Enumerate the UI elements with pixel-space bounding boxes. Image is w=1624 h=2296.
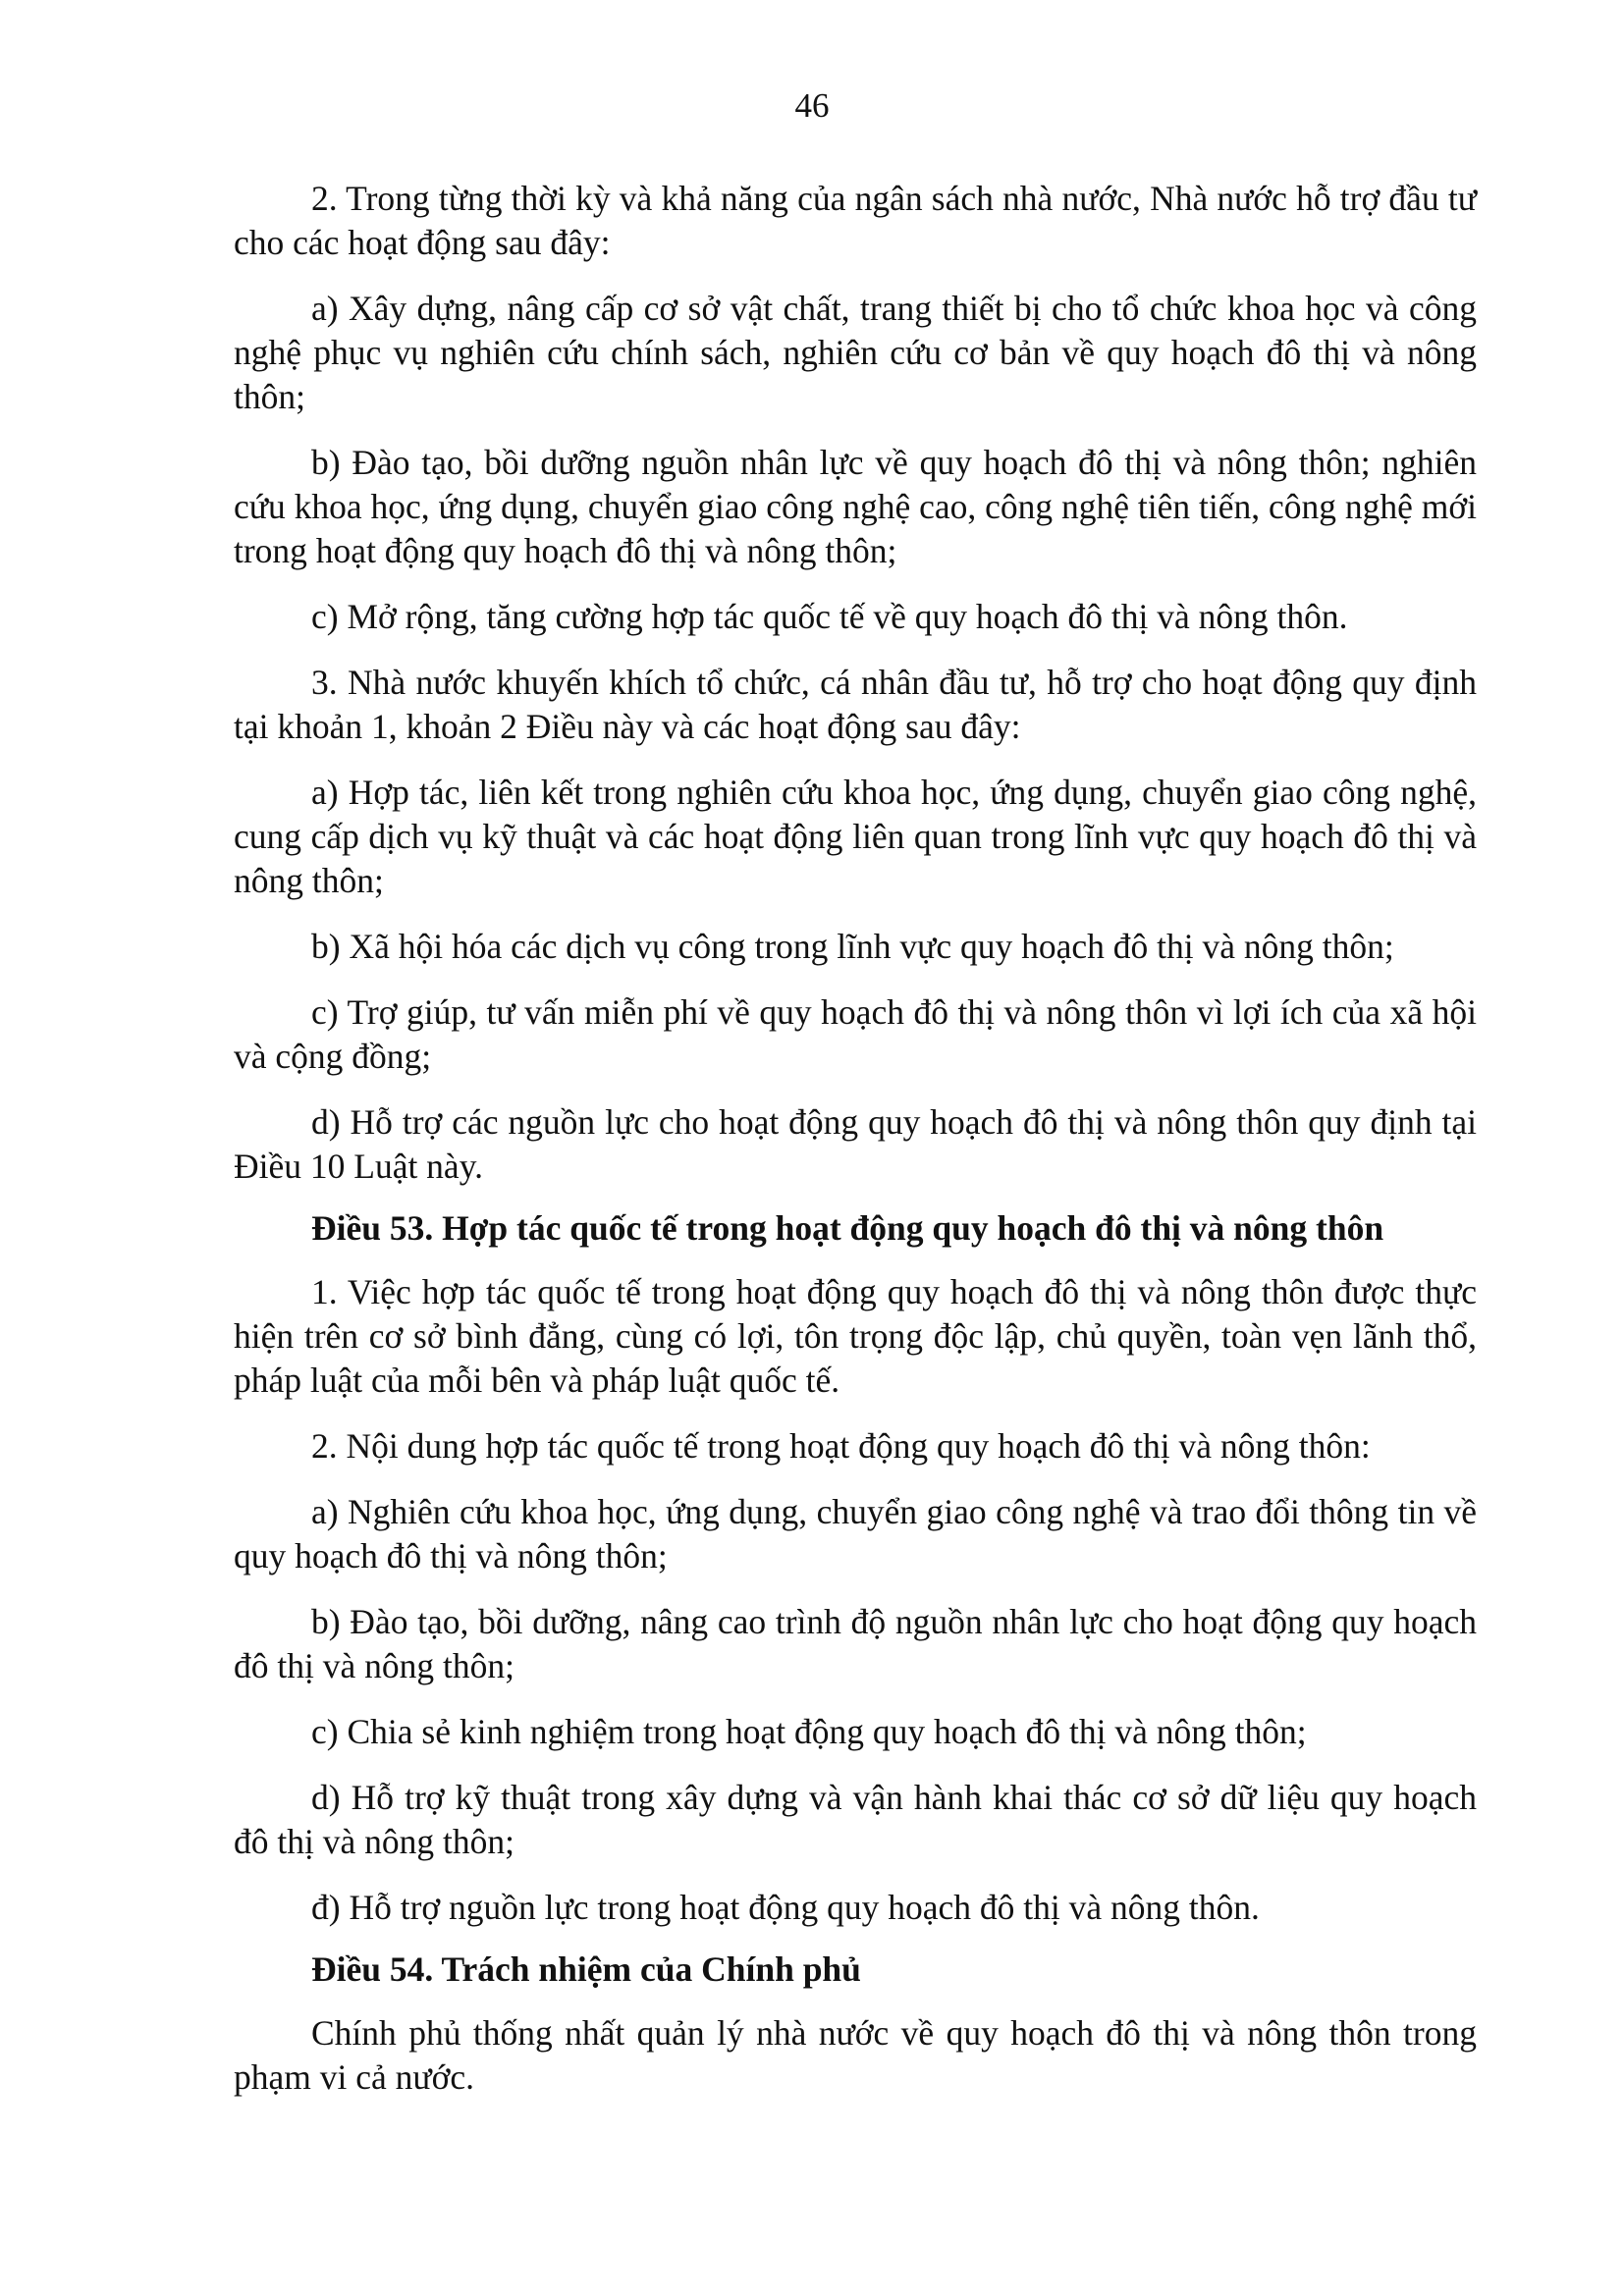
paragraph-clause-3: 3. Nhà nước khuyến khích tổ chức, cá nhân đầu tư, hỗ trợ cho hoạt động quy định tại khoản 1, khoản 2 Điều này và các hoạt động sau đây: (234, 663, 1477, 746)
article-53-point-b: b) Đào tạo, bồi dưỡng, nâng cao trình độ nguồn nhân lực cho hoạt động quy hoạch đô thị và nông thôn; (234, 1602, 1477, 1685)
paragraph-point-b: b) Xã hội hóa các dịch vụ công trong lĩnh vực quy hoạch đô thị và nông thôn; (311, 927, 1394, 966)
paragraph-point-d: d) Hỗ trợ các nguồn lực cho hoạt động quy hoạch đô thị và nông thôn quy định tại Điều 10 Luật này. (234, 1102, 1477, 1186)
paragraph-point-c: c) Mở rộng, tăng cường hợp tác quốc tế về quy hoạch đô thị và nông thôn. (311, 597, 1348, 636)
article-53-heading: Điều 53. Hợp tác quốc tế trong hoạt động quy hoạch đô thị và nông thôn (311, 1208, 1384, 1248)
article-53-point-d: d) Hỗ trợ kỹ thuật trong xây dựng và vận hành khai thác cơ sở dữ liệu quy hoạch đô thị và nông thôn; (234, 1778, 1477, 1861)
paragraph-point-c: c) Trợ giúp, tư vấn miễn phí về quy hoạch đô thị và nông thôn vì lợi ích của xã hội và cộng đồng; (234, 992, 1477, 1076)
article-53-point-c: c) Chia sẻ kinh nghiệm trong hoạt động quy hoạch đô thị và nông thôn; (311, 1712, 1307, 1751)
article-53-point-dd: đ) Hỗ trợ nguồn lực trong hoạt động quy hoạch đô thị và nông thôn. (311, 1888, 1260, 1927)
paragraph-clause-2: 2. Trong từng thời kỳ và khả năng của ngân sách nhà nước, Nhà nước hỗ trợ đầu tư cho các hoạt động sau đây: (234, 179, 1477, 262)
paragraph-point-b: b) Đào tạo, bồi dưỡng nguồn nhân lực về quy hoạch đô thị và nông thôn; nghiên cứu khoa học, ứng dụng, chuyển giao công nghệ cao, công nghệ tiên tiến, công nghệ mới trong hoạt động quy hoạch đô thị và nông thôn; (234, 443, 1477, 570)
paragraph-point-a: a) Xây dựng, nâng cấp cơ sở vật chất, trang thiết bị cho tổ chức khoa học và công nghệ phục vụ nghiên cứu chính sách, nghiên cứu cơ bản về quy hoạch đô thị và nông thôn; (234, 289, 1477, 416)
article-54-heading: Điều 54. Trách nhiệm của Chính phủ (311, 1949, 861, 1989)
article-53-point-a: a) Nghiên cứu khoa học, ứng dụng, chuyển giao công nghệ và trao đổi thông tin về quy hoạch đô thị và nông thôn; (234, 1492, 1477, 1575)
article-53-clause-1: 1. Việc hợp tác quốc tế trong hoạt động quy hoạch đô thị và nông thôn được thực hiện trên cơ sở bình đẳng, cùng có lợi, tôn trọng độc lập, chủ quyền, toàn vẹn lãnh thổ, pháp luật của mỗi bên và pháp luật quốc tế. (234, 1272, 1477, 1400)
document-body (234, 177, 1477, 2121)
paragraph-point-a: a) Hợp tác, liên kết trong nghiên cứu khoa học, ứng dụng, chuyển giao công nghệ, cung cấp dịch vụ kỹ thuật và các hoạt động liên quan trong lĩnh vực quy hoạch đô thị và nông thôn; (234, 773, 1477, 900)
article-54-paragraph: Chính phủ thống nhất quản lý nhà nước về quy hoạch đô thị và nông thôn trong phạm vi cả nước. (234, 2013, 1477, 2097)
page-number: 46 (794, 86, 830, 125)
article-53-clause-2: 2. Nội dung hợp tác quốc tế trong hoạt động quy hoạch đô thị và nông thôn: (311, 1426, 1371, 1466)
